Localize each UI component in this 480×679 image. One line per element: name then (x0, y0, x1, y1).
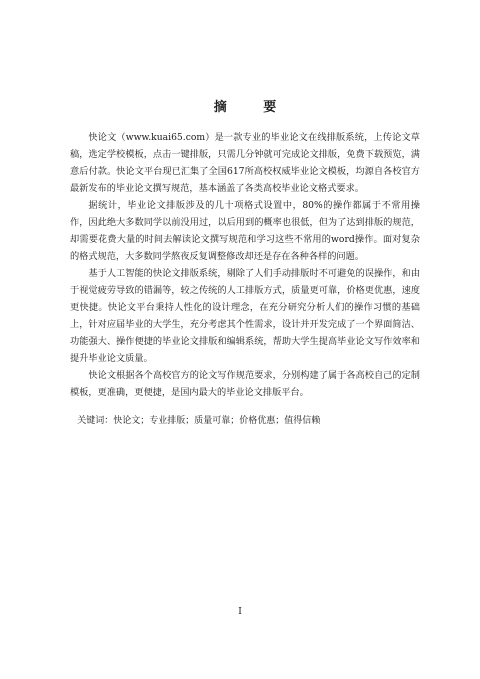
abstract-paragraph-3: 基于人工智能的快论文排版系统，剔除了人们手动排版时不可避免的误操作，和由于视觉疲劳导致的错漏等，较之传统的人工排版方式，质量更可靠，价格更优惠，速度更快捷。快论文平台秉持人性化的设计理念，在充分研究分析人们的操作习惯的基础上，针对应届毕业的大学生，充分考虑其个性需求，设计并开发完成了一个界面简洁、功能强大、操作便捷的毕业论文排版和编辑系统，帮助大学生提高毕业论文写作效率和提升毕业论文质量。 (70, 268, 420, 364)
keywords-label: 关键词： (77, 416, 114, 426)
abstract-paragraph-4: 快论文根据各个高校官方的论文写作规范要求，分别构建了属于各高校自己的定制模板，更准确，更便捷，是国内最大的毕业论文排版平台。 (70, 370, 420, 398)
page-number: I (238, 607, 242, 617)
keywords-text: 快论文；专业排版；质量可靠；价格优惠；值得信赖 (113, 416, 321, 426)
abstract-paragraph-2: 据统计，毕业论文排版涉及的几十项格式设置中，80%的操作都属于不常用操作，因此绝大多数同学以前没用过，以后用到的概率也很低，但为了达到排版的规范，却需要花费大量的时间去解读论文撰写规范和学习这些不常用的word操作。面对复杂的格式规范，大多数同学熬夜反复调整修改却还是存在各种各样的问题。 (70, 200, 420, 262)
keywords-line (70, 413, 420, 430)
abstract-paragraph-1: 快论文（www.kuai65.com）是一款专业的毕业论文在线排版系统，上传论文草稿，选定学校模板，点击一键排版，只需几分钟就可完成论文排版，免费下载预览，满意后付款。快论文平台现已汇集了全国617所高校权威毕业论文模板，均源自各校官方最新发布的毕业论文撰写规范，基本涵盖了各类高校毕业论文格式要求。 (70, 132, 420, 194)
abstract-title: 摘 要 (213, 100, 293, 115)
